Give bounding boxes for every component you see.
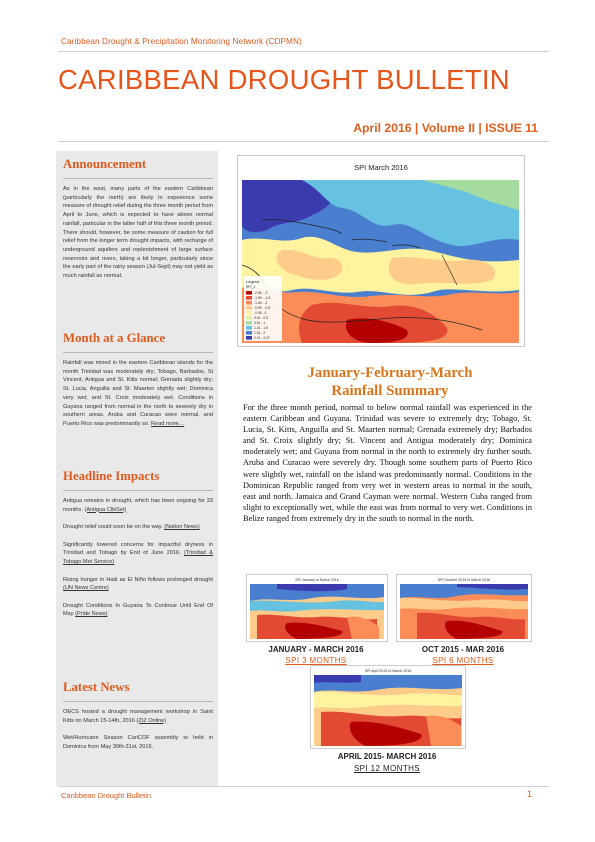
issue-info: April 2016 | Volume II | ISSUE 11	[353, 121, 538, 135]
spi-3-month-caption: JANUARY - MARCH 2016	[268, 645, 364, 654]
headline-impact-item	[63, 497, 213, 514]
legend-label: 0.51 - 1	[254, 321, 266, 326]
bulletin-title: CARIBBEAN DROUGHT BULLETIN	[58, 64, 510, 95]
announcement-section	[63, 157, 213, 281]
summary-title	[250, 364, 530, 400]
legend-label: 2.01 - 2.27	[254, 336, 270, 341]
page-number: 1	[527, 789, 533, 799]
footer-title: Caribbean Drought Bulletin	[61, 791, 152, 800]
headline-impact-item	[63, 576, 213, 593]
legend-label: 1.51 - 2	[254, 331, 266, 336]
latest-news-text: OECS hosted a drought management workshop in Saint Kitts on March 15-14th, 2016	[63, 709, 213, 724]
issue-divider	[58, 141, 549, 142]
latest-news-list	[63, 708, 213, 751]
headline-impact-source-link[interactable]: (Nation News)	[164, 524, 200, 531]
section-divider	[63, 701, 213, 702]
section-divider	[63, 490, 213, 491]
headline-impact-source-link[interactable]: (Trinidad & Tobago Met Service)	[63, 550, 213, 565]
legend-subtitle: SPI_1	[246, 285, 256, 289]
header-divider	[58, 51, 549, 52]
month-at-glance-text	[63, 359, 213, 429]
month-at-glance-section	[63, 331, 213, 429]
headline-impacts-list	[63, 497, 213, 619]
latest-news-source-link[interactable]: (ZIZ Online)	[136, 717, 167, 724]
footer-divider	[58, 786, 549, 787]
latest-news-item	[63, 708, 213, 725]
headline-impact-text: Antigua remains in drought, which has been ongoing for 33 months.	[63, 498, 213, 513]
headline-impact-item	[63, 541, 213, 567]
legend-swatch	[246, 326, 252, 330]
headline-impact-source-link[interactable]: (UN News Centre)	[63, 585, 109, 592]
spi-march-map	[237, 155, 525, 347]
legend-swatch	[246, 321, 252, 325]
summary-body: For the three month period, normal to below normal rainfall was experienced in the eastern Caribbean and Guyana. Trinidad was severe to extremely dry; Tobago, St. Lucia, St. Kitts, Anguilla and St. Maarten normal; Grenada extremely dry; Barbados and St. Croix slightly dry; St. Vincent and Antigua moderately dry; Dominica moderately wet; and Guyana from normal in the north to extremely dry further south. Aruba and Curacao were severely dry. Though some southern parts of Puerto Rico were slightly wet, rainfall on the island was predominantly normal. Conditions in the Dominican Republic ranged from very wet in western areas to normal in the south, east and north. Jamaica and Grand Cayman were normal. Western Cuba ranged from slight to exceptionally wet, while the east was from normal to very wet. Conditions in Belize ranged from extremely dry in the south to normal in the north.	[243, 403, 532, 523]
spi-6-month-link[interactable]: SPI 6 MONTHS	[432, 656, 494, 665]
legend-label: 0.01 - 0.5	[254, 316, 268, 321]
legend-swatch	[246, 311, 252, 315]
organization-name: Caribbean Drought & Precipitation Monitoring Network (CDPMN)	[61, 37, 302, 46]
month-at-glance-heading: Month at a Glance	[63, 331, 166, 345]
spi-12-month-link[interactable]: SPI 12 MONTHS	[353, 764, 421, 773]
headline-impact-source-link[interactable]: (Antigua ClikSet)	[84, 506, 127, 513]
legend-label: -1.99 - -1.5	[254, 296, 271, 301]
spi-3-month-map	[246, 574, 388, 642]
legend-swatch	[246, 336, 252, 340]
legend-label: -1.49 - -1	[254, 301, 268, 306]
sidebar	[56, 151, 218, 786]
spi-12-month-map	[310, 665, 466, 749]
headline-impacts-heading: Headline Impacts	[63, 469, 160, 483]
map-header: SPI January to March 2016	[295, 578, 339, 582]
summary-title-line-2: Rainfall Summary	[331, 383, 449, 399]
latest-news-text: Wet/Hurricane Season CariCOF assembly to held in Dominica from May 30th-31st, 2016.	[63, 735, 213, 750]
headline-impact-item	[63, 523, 213, 532]
legend-swatch	[246, 331, 252, 335]
headline-impact-text: Drought relief could soon be on the way.	[63, 524, 165, 531]
legend-label: 1.01 - 1.5	[254, 326, 268, 331]
section-divider	[63, 352, 213, 353]
announcement-text: As in the west, many parts of the eastern Caribbean (particularly the north) are likely to experience some measure of drought relief during the three month period from April to June, which is expected to have above normal rainfall, particular in the latter half of this three month period. There should, however, be some measure of caution for full relief from the longer term drought impacts, with recharge of underground aquifers and replenishment of large surface reservoirs and rivers, taking a bit longer, particularly since the early part of the rainy season (Jul-Sept) may not yield as much rainfall as normal.	[63, 186, 213, 280]
spi-6-month-map	[396, 574, 532, 642]
announcement-heading: Announcement	[63, 157, 147, 171]
legend-swatch	[246, 316, 252, 320]
section-divider	[63, 178, 213, 179]
headline-impact-source-link[interactable]: (Pride News)	[75, 611, 108, 618]
summary-title-line-1: January-February-March	[307, 365, 473, 381]
headline-impact-text: Rising hunger in Haiti as El Niño follows prolonged drought	[63, 576, 213, 583]
headline-impacts-section	[63, 469, 213, 628]
headline-impact-item	[63, 602, 213, 619]
legend-label: -2.06 - -2	[254, 291, 268, 296]
legend-swatch	[246, 301, 252, 305]
legend-label: -0.49 - 0	[254, 311, 267, 316]
map-title: SPI March 2016	[354, 163, 408, 172]
month-at-glance-body: Rainfall was mixed in the eastern Caribbean islands for the month Trinidad was moderately dry; Tobago, Barbados, St Vincent, Antigua and St. Kitts normal; Grenada slightly dry; St. Lucia, Anguilla and St. Maarten slightly wet; Dominica very wet; and St. Croix moderately wet. Conditions in Guyana ranged from normal in the north to severely dry in southern areas. Aruba and Curacao were normal, and Puerto Rico was predominantly so.	[63, 360, 213, 427]
spi-6-month-caption: OCT 2015 - MAR 2016	[421, 645, 505, 654]
legend-title: Legend	[246, 279, 260, 284]
map-header: SPI October 2015 to March 2016	[437, 578, 491, 582]
latest-news-heading: Latest News	[63, 680, 130, 694]
spi-map-graphic	[242, 180, 519, 343]
legend-swatch	[246, 296, 252, 300]
read-more-link[interactable]: Read more…	[151, 420, 185, 427]
legend-swatch	[246, 291, 252, 295]
latest-news-section	[63, 680, 213, 760]
latest-news-item	[63, 734, 213, 751]
legend-swatch	[246, 306, 252, 310]
spi-6-month-graphic	[397, 575, 531, 641]
headline-impact-text: Significantly lowered concerns for impactful dryness in Trinidad and Tobago by End of June 2016.	[63, 541, 213, 557]
headline-impact-text: Drought Conditions In Guyana To Continue Until End Of May	[63, 602, 213, 618]
spi-3-month-link[interactable]: SPI 3 MONTHS	[285, 656, 347, 665]
spi-12-month-caption: APRIL 2015- MARCH 2016	[337, 752, 437, 761]
spi-3-month-graphic	[247, 575, 387, 641]
legend-label: -0.99 - -0.5	[254, 306, 271, 311]
map-header: SPI April 2015 to March 2016	[364, 669, 412, 673]
spi-12-month-graphic	[311, 666, 465, 748]
